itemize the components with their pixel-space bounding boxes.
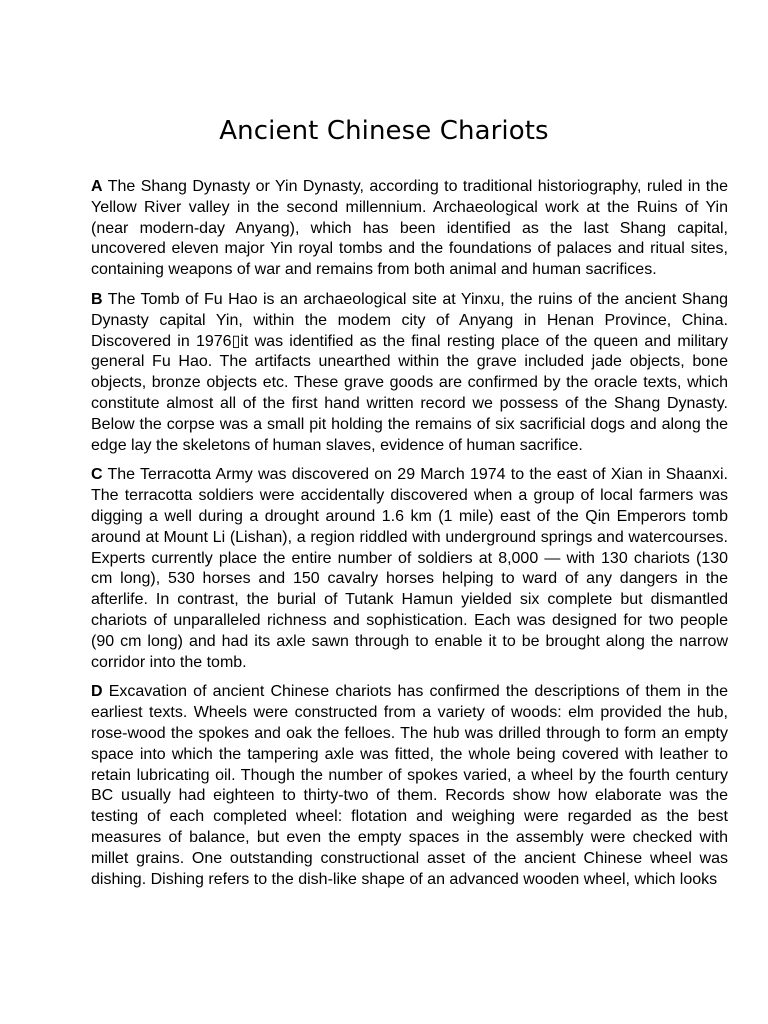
page-title: Ancient Chinese Chariots [219,116,549,146]
paragraph-text: The Terracotta Army was discovered on 29 March 1974 to the east of Xian in Shaanxi. The terracotta soldiers were accidentally discovered when a group of local farmers was digging a well during a drought around 1.6 km (1 mile) east of the Qin Emperors tomb around at Mount Li (Lishan), a region riddled with underground springs and watercourses. Experts currently place the entire number of soldiers at 8,000 — with 130 chariots (130 cm long), 530 horses and 150 cavalry horses helping to ward of any dangers in the afterlife. In contrast, the burial of Tutank Hamun yielded six complete but dismantled chariots of unparalleled richness and sophistication. Each was designed for two people (90 cm long) and had its axle sawn through to enable it to be brought along the narrow corridor into the tomb. [91,466,729,671]
paragraph-d [91,682,728,890]
paragraph-letter: D [91,683,103,701]
paragraph-letter: B [91,290,103,308]
paragraph-text: The Tomb of Fu Hao is an archaeological site at Yinxu, the ruins of the ancient Shang Dynasty capital Yin, within the modem city of Anyang in Henan Province, China. Discovered in 1976▯it was identified as the final resting place of the queen and military general Fu Hao. The artifacts unearthed within the grave included jade objects, bone objects, bronze objects etc. These grave goods are confirmed by the oracle texts, which constitute almost all of the first hand written record we possess of the Shang Dynasty. Below the corpse was a small pit holding the remains of six sacrificial dogs and along the edge lay the skeletons of human slaves, evidence of human sacrifice. [91,290,729,454]
paragraph-text: Excavation of ancient Chinese chariots has confirmed the descriptions of them in the earliest texts. Wheels were constructed from a variety of woods: elm provided the hub, rose-wood the spokes and oak the felloes. The hub was drilled through to form an empty space into which the tampering axle was fitted, the whole being covered with leather to retain lubricating oil. Though the number of spokes varied, a wheel by the fourth century BC usually had eighteen to thirty-two of them. Records show how elaborate was the testing of each completed wheel: flotation and weighing were regarded as the best measures of balance, but even the empty spaces in the assembly were checked with millet grains. One outstanding constructional asset of the ancient Chinese wheel was dishing. Dishing refers to the dish-like shape of an advanced wooden wheel, which looks [91,683,728,888]
paragraph-b [91,290,728,456]
paragraph-text: The Shang Dynasty or Yin Dynasty, according to traditional historiography, ruled in the Yellow River valley in the second millennium. Archaeological work at the Ruins of Yin (near modern-day Anyang), which has been identified as the last Shang capital, uncovered eleven major Yin royal tombs and the foundations of palaces and ritual sites, containing weapons of war and remains from both animal and human sacrifices. [91,178,729,279]
paragraph-letter: C [91,466,103,484]
paragraph-a [91,177,728,281]
document-body [91,177,728,899]
paragraph-letter: A [91,178,103,195]
paragraph-c [91,465,728,673]
